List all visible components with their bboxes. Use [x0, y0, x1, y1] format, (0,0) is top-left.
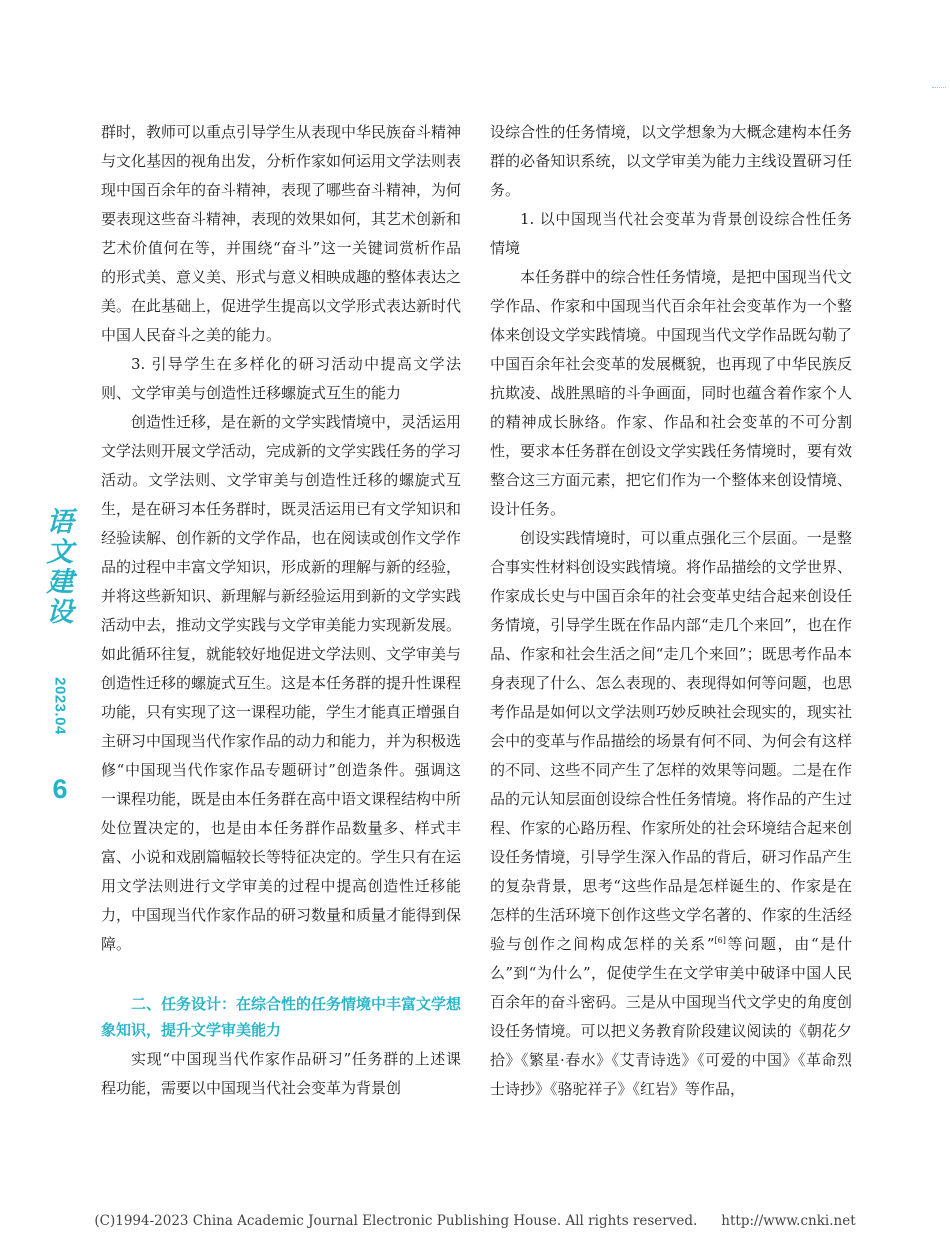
journal-sidebar: [40, 508, 80, 804]
footer-url[interactable]: http://www.cnki.net: [721, 1213, 856, 1229]
magazine-name: [40, 508, 80, 628]
paragraph: 本任务群中的综合性任务情境，是把中国现当代文学作品、作家和中国现当代百余年社会变革作为一个整体来创设文学实践情境。中国现当代文学作品既勾勒了中国百余年社会变革的发展概貌，也再现了中华民族反抗欺凌、战胜黑暗的斗争画面，同时也蕴含着作家个人的精神成长脉络。作家、作品和社会变革的不可分割性，要求本任务群在创设文学实践任务情境时，要有效整合这三方面元素，把它们作为一个整体来创设情境、设计任务。: [490, 268, 852, 518]
page-number: 6: [52, 774, 68, 804]
paragraph-text: 创设实践情境时，可以重点强化三个层面。一是整合事实性材料创设实践情境。将作品描绘的文学世界、作家成长史与中国百余年的社会变革史结合起来创设任务情境，引导学生既在作品内部“走几个来回”，也在作品、作家和社会生活之间“走几个来回”；既思考作品本身表现了什么、怎么表现的、表现得如何等问题，也思考作品是如何以文学法则巧妙反映社会现实的，现实社会中的变革与作品描绘的场景有何不同、为何会有这样的不同、这些不同产生了怎样的效果等问题。二是在作品的元认知层面创设综合性任务情境。将作品的产生过程、作家的心路历程、作家所处的社会环境结合起来创设任务情境，引导学生深入作品的背后，研习作品产生的复杂背景，思考“这些作品是怎样诞生的、作家是在怎样的生活环境下创作这些文学名著的、作家的生活经验与创作之间构成怎样的关系”: [490, 529, 852, 953]
issue-label: [40, 650, 80, 762]
magazine-char: 语: [46, 507, 74, 538]
paragraph-text: 等问题，由“是什么”到“为什么”，促使学生在文学审美中破译中国人民百余年的奋斗密码。三是从中国现当代文学史的角度创设任务情境。可以把义务教育阶段建议阅读的《朝花夕拾》《繁星·春水》《艾青诗选》《可爱的中国》《革命烈士诗抄》《骆驼祥子》《红岩》等作品，: [490, 935, 852, 1098]
paragraph: 实现“中国现当代作家作品研习”任务群的上述课程功能，需要以中国现当代社会变革为背景创: [101, 1050, 461, 1097]
corner-dotted-rule: [932, 87, 946, 88]
citation-ref[interactable]: [6]: [714, 936, 726, 945]
right-column: [490, 118, 852, 1104]
issue-text: 2023.04: [51, 677, 69, 735]
magazine-char: 建: [46, 567, 74, 598]
magazine-char: 文: [46, 537, 74, 568]
copyright-footer: [0, 1213, 950, 1229]
subheading: 3. 引导学生在多样化的研习活动中提高文学法则、文学审美与创造性迁移螺旋式互生的能力: [101, 355, 461, 402]
copyright-text: (C)1994-2023 China Academic Journal Electronic Publishing House. All rights reserved.: [94, 1213, 698, 1229]
paragraph: [490, 524, 852, 1104]
paragraph: 群时，教师可以重点引导学生从表现中华民族奋斗精神与文化基因的视角出发，分析作家如何运用文学法则表现中国百余年的奋斗精神，表现了哪些奋斗精神，为何要表现这些奋斗精神，表现的效果如何，其艺术创新和艺术价值何在等，并围绕“奋斗”这一关键词赏析作品的形式美、意义美、形式与意义相映成趣的整体表达之美。在此基础上，促进学生提高以文学形式表达新时代中国人民奋斗之美的能力。: [101, 123, 462, 344]
subheading: 1. 以中国现当代社会变革为背景创设综合性任务情境: [490, 210, 852, 257]
left-column: [101, 118, 461, 1103]
magazine-char: 设: [46, 597, 74, 628]
section-heading: 二、任务设计：在综合性的任务情境中丰富文学想象知识，提升文学审美能力: [101, 995, 462, 1039]
paragraph: 创造性迁移，是在新的文学实践情境中，灵活运用文学法则开展文学活动，完成新的文学实践任务的学习活动。文学法则、文学审美与创造性迁移的螺旋式互生，是在研习本任务群时，既灵活运用已有文学知识和经验读解、创作新的文学作品，也在阅读或创作文学作品的过程中丰富文学知识，形成新的理解与新的经验，并将这些新知识、新理解与新经验运用到新的文学实践活动中去，推动文学实践与文学审美能力实现新发展。如此循环往复，就能较好地促进文学法则、文学审美与创造性迁移的螺旋式互生。这是本任务群的提升性课程功能，只有实现了这一课程功能，学生才能真正增强自主研习中国现当代作家作品的动力和能力，并为积极选修“中国现当代作家作品专题研讨”创造条件。强调这一课程功能，既是由本任务群在高中语文课程结构中所处位置决定的，也是由本任务群作品数量多、样式丰富、小说和戏剧篇幅较长等特征决定的。学生只有在运用文学法则进行文学审美的过程中提高创造性迁移能力，中国现当代作家作品的研习数量和质量才能得到保障。: [101, 413, 462, 953]
paragraph: 设综合性的任务情境，以文学想象为大概念建构本任务群的必备知识系统，以文学审美为能力主线设置研习任务。: [490, 123, 852, 199]
